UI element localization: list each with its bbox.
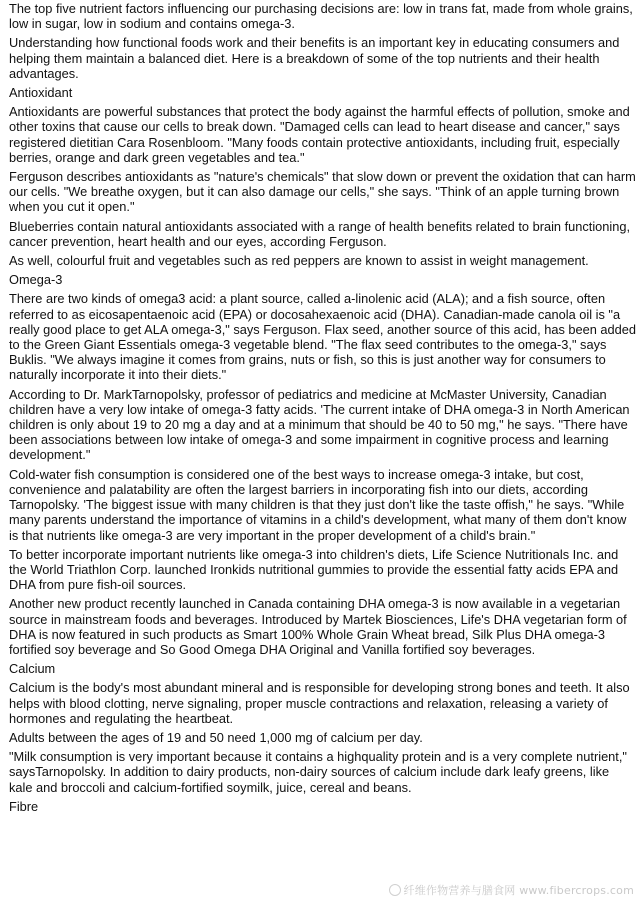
antioxidant-paragraph-4: As well, colourful fruit and vegetables such as red peppers are known to assist in weight management. xyxy=(9,253,589,269)
calcium-paragraph-1: Calcium is the body's most abundant mineral and is responsible for developing strong bones and teeth. It also helps with blood clotting, nerve signaling, proper muscle contractions and relaxation, releasing a variety of hormones and regulating the heartbeat. xyxy=(9,680,630,726)
calcium-paragraph-3: "Milk consumption is very important because it contains a highquality protein and is a very complete nutrient," saysTarnopolsky. In addition to dairy products, non-dairy sources of calcium include dark leafy greens, like kale and broccoli and calcium-fortified soymilk, juice, cereal and beans. xyxy=(9,749,627,795)
section-heading-fibre: Fibre xyxy=(9,798,39,814)
antioxidant-paragraph-2: Ferguson describes antioxidants as "nature's chemicals" that slow down or prevent the oxidation that can harm our cells. "We breathe oxygen, but it can also damage our cells," she says. "Think of an apple turning brown when you cut it open." xyxy=(9,169,636,215)
section-heading-omega3: Omega-3 xyxy=(9,272,63,288)
omega3-paragraph-5: Another new product recently launched in Canada containing DHA omega-3 is now available in a vegetarian source in mainstream foods and beverages. Introduced by Martek Biosciences, Life's DHA vegetarian form of DHA is now featured in such products as Smart 100% Whole Grain Wheat bread, Silk Plus DHA omega-3 fortified soy beverage and So Good Omega DHA Original and Vanilla fortified soy beverages. xyxy=(9,596,627,657)
omega3-paragraph-2: According to Dr. MarkTarnopolsky, professor of pediatrics and medicine at McMaster University, Canadian children have a very low intake of omega-3 fatty acids. 'The current intake of DHA omega-3 in North American children is only about 19 to 20 mg a day and at a minimum that should be 40 to 50 mg," he says. "There have been associations between low intake of omega-3 and some impairment in cognitive process and learning development." xyxy=(9,386,630,463)
calcium-paragraph-2: Adults between the ages of 19 and 50 need 1,000 mg of calcium per day. xyxy=(9,729,423,745)
omega3-paragraph-4: To better incorporate important nutrients like omega-3 into children's diets, Life Science Nutritionals Inc. and the World Triathlon Corp. launched Ironkids nutritional gummies to provide the essential fatty acids EPA and DHA from pure fish-oil sources. xyxy=(9,546,619,593)
omega3-paragraph-3: Cold-water fish consumption is considered one of the best ways to increase omega-3 intake, but cost, convenience and palatability are often the largest barriers in incorporating fish into our diets, according Tarnopolsky. 'The biggest issue with many children is that they just don't like the taste offish," he says. "While many parents understand the importance of vitamins in a child's development, what many of them don't know is that nutrients like omega-3 are very important in the proper development of a child's brain." xyxy=(9,466,627,543)
section-heading-calcium: Calcium xyxy=(9,661,56,677)
antioxidant-paragraph-1: Antioxidants are powerful substances that protect the body against the harmful effects of pollution, smoke and other toxins that cause our cells to break down. "Damaged cells can lead to heart disease and cancer," says registered dietitian Cara Rosenbloom. "Many foods contain protective antioxidants, including fruit, especially berries, orange and dark green vegetables and tea." xyxy=(9,104,630,165)
intro-paragraph-2: Understanding how functional foods work and their benefits is an important key in educating consumers and helping them maintain a balanced diet. Here is a breakdown of some of the top nutrients and their health advantages. xyxy=(9,35,620,81)
intro-paragraph-1: The top five nutrient factors influencing our purchasing decisions are: low in trans fat, made from whole grains, low in sugar, low in sodium and contains omega-3. xyxy=(9,1,633,32)
watermark-text: 纤维作物营养与膳食网 www.fibercrops.com xyxy=(403,884,634,897)
logo-icon xyxy=(389,884,401,896)
section-heading-antioxidant: Antioxidant xyxy=(9,85,73,101)
omega3-paragraph-1: There are two kinds of omega3 acid: a plant source, called a-linolenic acid (ALA); and a fish source, often referred to as eicosapentaenoic acid (EPA) or docosahexaenoic acid (DHA). Canadian-made canola oil is "a really good place to get ALA omega-3," says Ferguson. Flax seed, another source of this acid, has been added to the Green Giant Essentials omega-3 vegetable blend. "The flax seed contributes to the omega-3," says Buklis. "We always imagine it comes from grains, nuts or fish, so this is just another way for consumers to naturally incorporate it into their diets." xyxy=(9,291,637,383)
site-watermark xyxy=(389,882,635,898)
antioxidant-paragraph-3: Blueberries contain natural antioxidants associated with a range of health benefits related to brain functioning, cancer prevention, heart health and our eyes, according Ferguson. xyxy=(9,218,631,249)
